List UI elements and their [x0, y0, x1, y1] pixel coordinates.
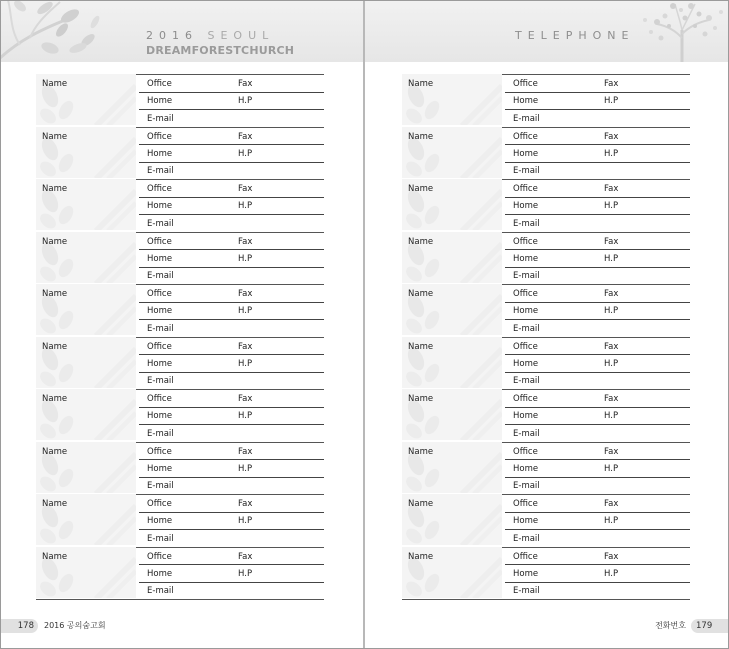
office-label: Office — [147, 499, 172, 509]
hp-label: H.P — [238, 253, 253, 264]
entry-row-rule — [139, 407, 324, 408]
contact-entry — [36, 232, 324, 285]
home-label: Home — [513, 411, 539, 421]
entry-row-rule — [505, 162, 690, 163]
home-label: Home — [147, 253, 173, 264]
hp-label: H.P — [604, 411, 619, 421]
header-telephone-title: TELEPHONE — [515, 29, 635, 42]
entry-row-rule — [505, 459, 690, 460]
office-label: Office — [513, 499, 538, 509]
office-label: Office — [147, 184, 172, 194]
entry-row-rule — [505, 267, 690, 268]
contact-entry — [402, 547, 690, 600]
branch-leaves-illustration — [0, 0, 110, 62]
entry-row-rule — [505, 214, 690, 215]
office-label: Office — [147, 131, 172, 142]
email-label: E-mail — [147, 218, 174, 229]
contact-entry — [402, 179, 690, 232]
fax-label: Fax — [238, 184, 253, 194]
home-label: Home — [147, 463, 173, 474]
entries-bottom-rule — [36, 599, 324, 600]
email-label: E-mail — [147, 376, 174, 386]
page-gutter — [363, 0, 365, 649]
email-label: E-mail — [147, 113, 174, 124]
name-label: Name — [408, 131, 434, 142]
header-year-city — [146, 29, 274, 42]
entry-row-rule — [505, 144, 690, 145]
entry-row-rule — [139, 144, 324, 145]
contact-entry — [36, 337, 324, 390]
email-label: E-mail — [147, 481, 174, 491]
entry-row-rule — [505, 92, 690, 93]
hp-label: H.P — [604, 306, 619, 316]
name-label: Name — [42, 499, 68, 509]
email-label: E-mail — [513, 218, 540, 229]
header-church-name: DREAMFORESTCHURCH — [146, 44, 295, 57]
fax-label: Fax — [238, 79, 253, 89]
office-label: Office — [513, 79, 538, 89]
entry-row-rule — [139, 92, 324, 93]
entry-row-rule — [139, 529, 324, 530]
office-label: Office — [513, 341, 538, 352]
hp-label: H.P — [238, 568, 253, 579]
contact-entry — [36, 179, 324, 232]
contact-entry — [36, 442, 324, 495]
fax-label: Fax — [604, 499, 619, 509]
hp-label: H.P — [238, 201, 253, 211]
fax-label: Fax — [604, 341, 619, 352]
email-label: E-mail — [147, 166, 174, 176]
tree-illustration — [635, 0, 729, 62]
office-label: Office — [513, 236, 538, 247]
entry-row-rule — [505, 319, 690, 320]
entry-row-rule — [139, 512, 324, 513]
office-label: Office — [513, 131, 538, 142]
home-label: Home — [513, 568, 539, 579]
contact-entry — [36, 284, 324, 337]
fax-label: Fax — [604, 551, 619, 562]
contact-entry — [402, 74, 690, 127]
entry-row-rule — [505, 407, 690, 408]
office-label: Office — [513, 446, 538, 457]
home-label: Home — [147, 568, 173, 579]
fax-label: Fax — [604, 446, 619, 457]
entry-row-rule — [505, 512, 690, 513]
fax-label: Fax — [238, 341, 253, 352]
header-city: SEOUL — [207, 29, 275, 42]
email-label: E-mail — [513, 271, 540, 281]
hp-label: H.P — [238, 463, 253, 474]
entry-row-rule — [505, 302, 690, 303]
office-label: Office — [513, 394, 538, 404]
hp-label: H.P — [604, 463, 619, 474]
contact-entry — [36, 127, 324, 180]
left-entries — [36, 74, 324, 599]
name-label: Name — [408, 551, 434, 562]
office-label: Office — [147, 446, 172, 457]
contact-entry — [402, 337, 690, 390]
entry-row-rule — [139, 162, 324, 163]
name-label: Name — [42, 394, 68, 404]
email-label: E-mail — [513, 166, 540, 176]
contact-entry — [36, 547, 324, 600]
home-label: Home — [513, 253, 539, 264]
right-footer — [365, 619, 729, 633]
entry-row-rule — [505, 564, 690, 565]
entry-row-rule — [139, 354, 324, 355]
fax-label: Fax — [604, 394, 619, 404]
home-label: Home — [147, 516, 173, 526]
fax-label: Fax — [604, 131, 619, 142]
office-label: Office — [147, 341, 172, 352]
home-label: Home — [147, 411, 173, 421]
entry-row-rule — [505, 354, 690, 355]
hp-label: H.P — [604, 148, 619, 159]
fax-label: Fax — [238, 289, 253, 299]
hp-label: H.P — [238, 411, 253, 421]
name-label: Name — [42, 184, 68, 194]
home-label: Home — [147, 96, 173, 106]
fax-label: Fax — [238, 551, 253, 562]
office-label: Office — [513, 289, 538, 299]
home-label: Home — [147, 201, 173, 211]
entry-row-rule — [139, 197, 324, 198]
entry-row-rule — [139, 214, 324, 215]
left-page — [0, 0, 364, 649]
entry-row-rule — [505, 109, 690, 110]
contact-entry — [402, 127, 690, 180]
name-label: Name — [408, 394, 434, 404]
name-label: Name — [42, 289, 68, 299]
right-header — [365, 0, 729, 62]
name-label: Name — [42, 79, 68, 89]
entry-row-rule — [139, 459, 324, 460]
office-label: Office — [147, 79, 172, 89]
right-page — [365, 0, 729, 649]
fax-label: Fax — [238, 131, 253, 142]
email-label: E-mail — [147, 428, 174, 439]
name-label: Name — [42, 551, 68, 562]
home-label: Home — [513, 201, 539, 211]
name-label: Name — [42, 341, 68, 352]
entries-bottom-rule — [402, 599, 690, 600]
contact-entry — [36, 494, 324, 547]
hp-label: H.P — [238, 148, 253, 159]
hp-label: H.P — [604, 358, 619, 369]
name-label: Name — [42, 446, 68, 457]
entry-row-rule — [139, 582, 324, 583]
entry-row-rule — [505, 529, 690, 530]
home-label: Home — [147, 306, 173, 316]
home-label: Home — [513, 148, 539, 159]
fax-label: Fax — [604, 79, 619, 89]
entry-row-rule — [505, 249, 690, 250]
office-label: Office — [513, 551, 538, 562]
entry-row-rule — [505, 197, 690, 198]
entry-row-rule — [139, 477, 324, 478]
hp-label: H.P — [604, 253, 619, 264]
email-label: E-mail — [513, 113, 540, 124]
hp-label: H.P — [238, 358, 253, 369]
entry-row-rule — [505, 424, 690, 425]
entry-row-rule — [505, 582, 690, 583]
fax-label: Fax — [238, 236, 253, 247]
email-label: E-mail — [513, 323, 540, 334]
name-label: Name — [408, 289, 434, 299]
page-number: 179 — [691, 619, 729, 633]
home-label: Home — [513, 306, 539, 316]
hp-label: H.P — [604, 568, 619, 579]
page-number: 178 — [0, 619, 38, 633]
footer-text: 전화번호 — [655, 621, 686, 630]
entry-row-rule — [139, 109, 324, 110]
entry-row-rule — [139, 302, 324, 303]
right-entries — [402, 74, 690, 599]
fax-label: Fax — [238, 499, 253, 509]
entry-row-rule — [139, 267, 324, 268]
contact-entry — [402, 284, 690, 337]
hp-label: H.P — [604, 516, 619, 526]
entry-row-rule — [505, 372, 690, 373]
contact-entry — [36, 74, 324, 127]
name-label: Name — [408, 341, 434, 352]
entry-row-rule — [139, 564, 324, 565]
name-label: Name — [408, 184, 434, 194]
hp-label: H.P — [604, 96, 619, 106]
home-label: Home — [513, 358, 539, 369]
hp-label: H.P — [238, 516, 253, 526]
home-label: Home — [513, 463, 539, 474]
name-label: Name — [408, 236, 434, 247]
footer-text: 2016 공의숨고회 — [44, 621, 106, 630]
hp-label: H.P — [238, 306, 253, 316]
home-label: Home — [513, 516, 539, 526]
entry-row-rule — [139, 424, 324, 425]
office-label: Office — [513, 184, 538, 194]
contact-entry — [402, 442, 690, 495]
email-label: E-mail — [147, 271, 174, 281]
contact-entry — [36, 389, 324, 442]
email-label: E-mail — [147, 586, 174, 596]
home-label: Home — [147, 358, 173, 369]
email-label: E-mail — [513, 481, 540, 491]
email-label: E-mail — [513, 428, 540, 439]
hp-label: H.P — [604, 201, 619, 211]
office-label: Office — [147, 236, 172, 247]
name-label: Name — [408, 79, 434, 89]
name-label: Name — [408, 446, 434, 457]
left-header — [0, 0, 364, 62]
entry-row-rule — [139, 372, 324, 373]
office-label: Office — [147, 394, 172, 404]
contact-entry — [402, 494, 690, 547]
email-label: E-mail — [147, 533, 174, 544]
fax-label: Fax — [604, 289, 619, 299]
fax-label: Fax — [604, 184, 619, 194]
name-label: Name — [42, 236, 68, 247]
home-label: Home — [513, 96, 539, 106]
name-label: Name — [42, 131, 68, 142]
contact-entry — [402, 232, 690, 285]
contact-entry — [402, 389, 690, 442]
entry-row-rule — [139, 319, 324, 320]
header-year: 2016 — [146, 29, 198, 42]
name-label: Name — [408, 499, 434, 509]
fax-label: Fax — [604, 236, 619, 247]
office-label: Office — [147, 551, 172, 562]
fax-label: Fax — [238, 394, 253, 404]
hp-label: H.P — [238, 96, 253, 106]
entry-row-rule — [505, 477, 690, 478]
home-label: Home — [147, 148, 173, 159]
email-label: E-mail — [147, 323, 174, 334]
entry-row-rule — [139, 249, 324, 250]
email-label: E-mail — [513, 533, 540, 544]
fax-label: Fax — [238, 446, 253, 457]
office-label: Office — [147, 289, 172, 299]
email-label: E-mail — [513, 586, 540, 596]
email-label: E-mail — [513, 376, 540, 386]
